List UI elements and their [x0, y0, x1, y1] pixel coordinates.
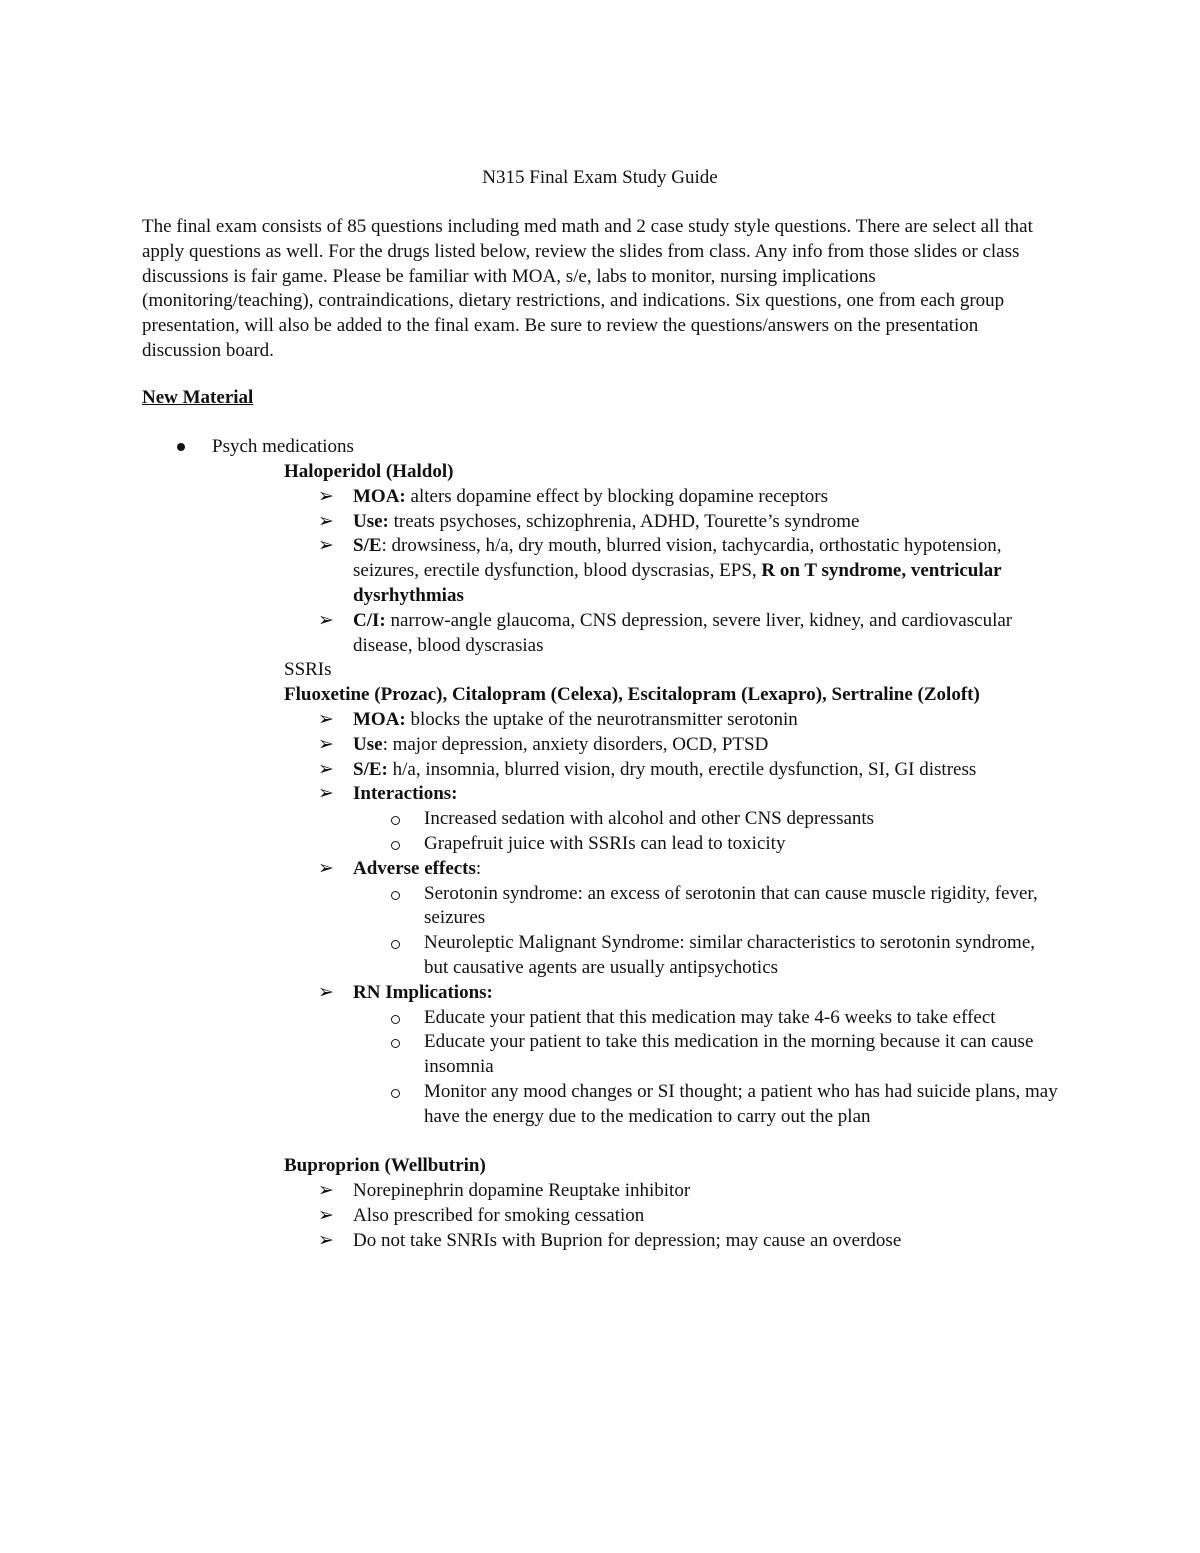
- list-item: [284, 1229, 1064, 1254]
- sub-list-item: [353, 1006, 1064, 1031]
- circle-bullet-icon: [391, 841, 400, 850]
- circle-bullet-icon: [391, 816, 400, 825]
- list-text: Norepinephrin dopamine Reuptake inhibitor: [353, 1180, 691, 1202]
- list-item: [284, 733, 1064, 758]
- arrow-bullet-icon: ➢: [318, 981, 334, 1003]
- drug-name-ssris: Fluoxetine (Prozac), Citalopram (Celexa), Escitalopram (Lexapro), Sertraline (Zoloft): [284, 684, 980, 706]
- arrow-bullet-icon: ➢: [318, 485, 334, 507]
- circle-bullet-icon: [391, 891, 400, 900]
- list-item: [284, 857, 1064, 981]
- sub-list-item: [353, 1080, 1064, 1130]
- use-text: treats psychoses, schizophrenia, ADHD, Tourette’s syndrome: [388, 510, 860, 532]
- arrow-bullet-icon: ➢: [318, 857, 334, 879]
- ci-text: narrow-angle glaucoma, CNS depression, severe liver, kidney, and cardiovascular disease, blood dyscrasias: [353, 609, 1013, 656]
- rn-implications-label: RN Implications:: [353, 981, 493, 1003]
- sub-list-text: Serotonin syndrome: an excess of serotonin that can cause muscle rigidity, fever, seizures: [424, 882, 1038, 929]
- intro-paragraph: The final exam consists of 85 questions including med math and 2 case study style questions. There are select all that apply questions as well. For the drugs listed below, review the slides from class. Any info from those slides or class discussions is fair game. Please be familiar with MOA, s/e, labs to monitor, nursing implications (monitoring/teaching), contraindications, dietary restrictions, and indications. Six questions, one from each group presentation, will also be added to the final exam. Be sure to review the questions/answers on the presentation discussion board.: [142, 216, 1033, 361]
- drug-name-haloperidol: Haloperidol (Haldol): [284, 461, 454, 482]
- list-item: [284, 708, 1064, 733]
- arrow-bullet-icon: ➢: [318, 1204, 334, 1226]
- se-label: S/E:: [353, 758, 388, 780]
- sub-list-text: Grapefruit juice with SSRIs can lead to toxicity: [424, 832, 786, 854]
- spacer: [284, 1130, 1064, 1155]
- circle-bullet-icon: [391, 1015, 400, 1024]
- sub-list-item: [353, 1030, 1064, 1080]
- use-label: Use: [353, 733, 383, 755]
- circle-bullet-icon: [391, 1089, 400, 1098]
- list-item: [284, 1179, 1064, 1204]
- list-item: [284, 534, 1064, 608]
- drug-name-buproprion: Buproprion (Wellbutrin): [284, 1155, 486, 1177]
- arrow-bullet-icon: ➢: [318, 783, 334, 805]
- sub-list-text: Increased sedation with alcohol and other CNS depressants: [424, 808, 875, 830]
- list-item: [284, 758, 1064, 783]
- sub-list-item: [353, 807, 1064, 832]
- section-heading-new-material: New Material: [142, 387, 254, 408]
- sub-list-text: Neuroleptic Malignant Syndrome: similar characteristics to serotonin syndrome, but causative agents are usually antipsychotics: [424, 932, 1036, 978]
- sub-list-item: [353, 931, 1064, 981]
- se-text: h/a, insomnia, blurred vision, dry mouth, erectile dysfunction, SI, GI distress: [387, 758, 977, 780]
- circle-bullet-icon: [391, 1039, 400, 1048]
- arrow-bullet-icon: ➢: [318, 510, 334, 532]
- sub-list-text: Educate your patient to take this medication in the morning because it can cause insomnia: [424, 1031, 1034, 1078]
- rn-sublist: [353, 1006, 1064, 1130]
- ci-label: C/I:: [353, 609, 386, 631]
- se-bold-text: R on T syndrome, ventricular dysrhythmias: [353, 560, 1002, 606]
- arrow-bullet-icon: ➢: [318, 1180, 334, 1202]
- list-item: [284, 485, 1064, 510]
- moa-text: blocks the uptake of the neurotransmitter serotonin: [405, 708, 798, 730]
- buproprion-list: [284, 1179, 1064, 1253]
- adverse-label: Adverse effects: [353, 857, 476, 879]
- bullet-psych-medications: Psych medications: [212, 436, 354, 457]
- list-item: [284, 510, 1064, 535]
- arrow-bullet-icon: ➢: [318, 708, 334, 730]
- moa-text: alters dopamine effect by blocking dopamine receptors: [405, 485, 829, 507]
- arrow-bullet-icon: ➢: [318, 609, 334, 631]
- haloperidol-list: [284, 485, 1064, 659]
- arrow-bullet-icon: ➢: [318, 535, 334, 557]
- sub-list-item: [353, 832, 1064, 857]
- sub-list-text: Monitor any mood changes or SI thought; a patient who has had suicide plans, may have the energy due to the medication to carry out the plan: [424, 1080, 1058, 1127]
- adverse-colon: :: [475, 857, 482, 879]
- moa-label: MOA:: [353, 485, 406, 507]
- drug-class-ssris: SSRIs: [284, 659, 332, 681]
- sub-list-item: [353, 882, 1064, 932]
- ssri-list: [284, 708, 1064, 1130]
- list-item: [284, 1204, 1064, 1229]
- bullet-dot-icon: [177, 443, 185, 451]
- list-item: [284, 609, 1064, 659]
- interactions-sublist: [353, 807, 1064, 857]
- list-text: Also prescribed for smoking cessation: [353, 1204, 645, 1226]
- use-label: Use:: [353, 510, 389, 532]
- arrow-bullet-icon: ➢: [318, 1229, 334, 1251]
- list-text: Do not take SNRIs with Buprion for depression; may cause an overdose: [353, 1229, 902, 1251]
- se-text: : drowsiness, h/a, dry mouth, blurred vision, tachycardia, orthostatic hypotension, seizures, erectile dysfunction, blood dyscrasias, EPS,: [353, 535, 1002, 582]
- sub-list-text: Educate your patient that this medication may take 4-6 weeks to take effect: [424, 1006, 996, 1028]
- moa-label: MOA:: [353, 708, 406, 730]
- arrow-bullet-icon: ➢: [318, 733, 334, 755]
- list-item: [284, 981, 1064, 1130]
- list-item: [284, 782, 1064, 856]
- adverse-sublist: [353, 882, 1064, 981]
- document-title: N315 Final Exam Study Guide: [482, 167, 718, 188]
- interactions-label: Interactions:: [353, 783, 458, 805]
- use-text: : major depression, anxiety disorders, OCD, PTSD: [382, 733, 769, 755]
- arrow-bullet-icon: ➢: [318, 758, 334, 780]
- se-label: S/E: [353, 535, 382, 557]
- circle-bullet-icon: [391, 940, 400, 949]
- drug-content: [284, 460, 1064, 1254]
